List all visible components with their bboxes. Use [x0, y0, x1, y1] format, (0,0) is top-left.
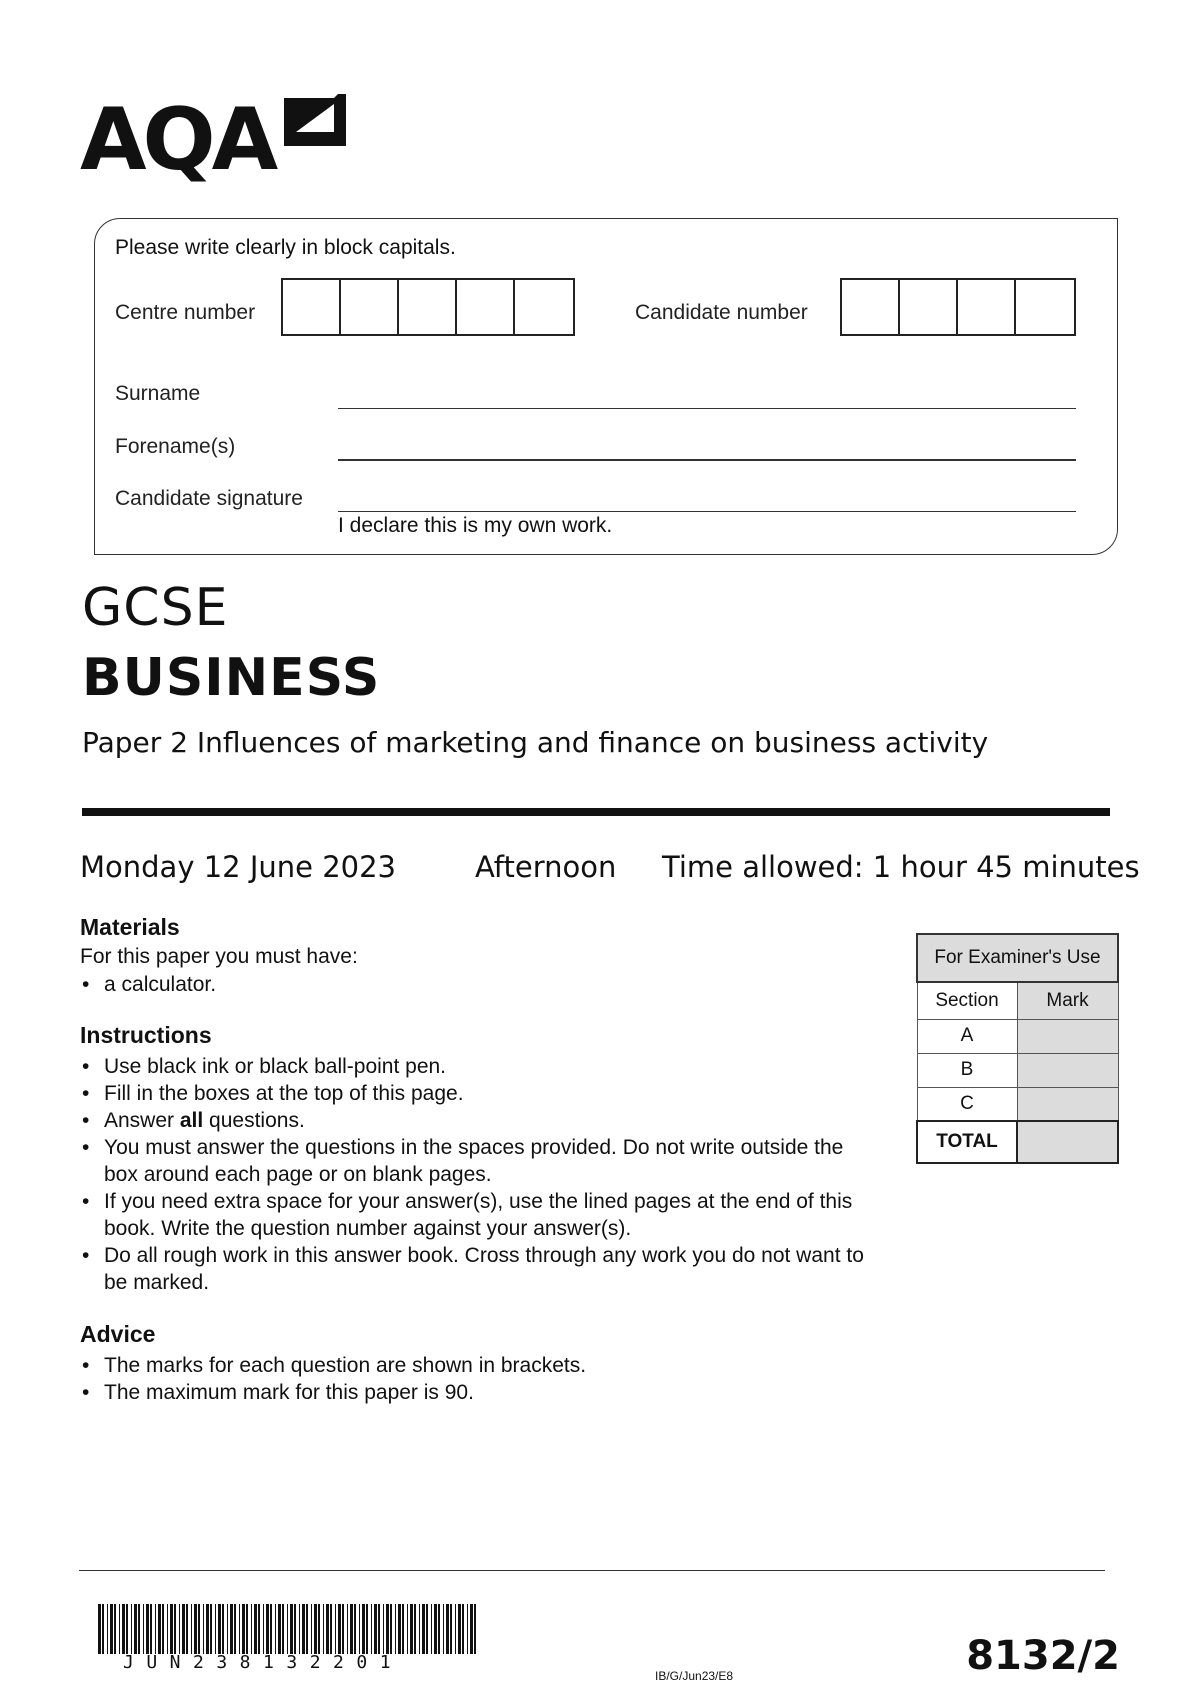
list-item: • Use black ink or black ball-point pen. — [80, 1053, 870, 1080]
section-label: C — [917, 1087, 1017, 1121]
list-item: • Do all rough work in this answer book. Cross through any work you do not want to be marked. — [80, 1242, 870, 1296]
document-reference: IB/G/Jun23/E8 — [655, 1669, 734, 1683]
materials-heading: Materials — [80, 914, 180, 940]
centre-number-digit-box[interactable] — [457, 280, 515, 334]
barcode-icon — [96, 1604, 482, 1654]
forenames-label: Forename(s) — [115, 435, 236, 458]
total-mark-cell — [1017, 1121, 1118, 1163]
candidate-number-label: Candidate number — [635, 301, 808, 324]
materials-intro: For this paper you must have: — [80, 945, 358, 968]
forenames-field[interactable] — [338, 459, 1076, 461]
subject-title: BUSINESS — [82, 648, 381, 708]
list-item: • You must answer the questions in the spaces provided. Do not write outside the box around each page or on blank pages. — [80, 1134, 870, 1188]
exam-date: Monday 12 June 2023 — [80, 850, 396, 884]
centre-number-digit-box[interactable] — [515, 280, 573, 334]
logo-text: AQA — [80, 90, 275, 190]
candidate-number-digit-box[interactable] — [842, 280, 900, 334]
mark-cell — [1017, 1019, 1118, 1053]
centre-number-digit-box[interactable] — [283, 280, 341, 334]
instructions-heading: Instructions — [80, 1022, 212, 1048]
list-item: • Fill in the boxes at the top of this page. — [80, 1080, 870, 1107]
advice-list — [80, 1352, 870, 1406]
list-item: • The maximum mark for this paper is 90. — [80, 1379, 870, 1406]
mark-cell — [1017, 1087, 1118, 1121]
table-row — [917, 1121, 1118, 1163]
table-row — [917, 1087, 1118, 1121]
candidate-number-digit-box[interactable] — [900, 280, 958, 334]
signature-label: Candidate signature — [115, 487, 303, 510]
section-column-header: Section — [917, 982, 1017, 1019]
time-allowed: Time allowed: 1 hour 45 minutes — [662, 850, 1140, 884]
surname-label: Surname — [115, 382, 201, 405]
list-item: • The marks for each question are shown in brackets. — [80, 1352, 870, 1379]
section-label: A — [917, 1019, 1017, 1053]
paper-code: 8132/2 — [966, 1633, 1120, 1679]
declaration-text: I declare this is my own work. — [338, 514, 613, 537]
aqa-logo — [80, 90, 350, 190]
examiner-table-title: For Examiner's Use — [917, 934, 1118, 982]
table-row — [917, 1019, 1118, 1053]
list-item: • Answer all questions. — [80, 1107, 870, 1134]
list-item: • a calculator. — [80, 971, 870, 998]
section-label: B — [917, 1053, 1017, 1087]
centre-number-digit-box[interactable] — [399, 280, 457, 334]
centre-number-boxes — [281, 278, 575, 336]
instructions-list — [80, 1053, 870, 1296]
block-capitals-instruction: Please write clearly in block capitals. — [115, 236, 456, 259]
candidate-number-boxes — [840, 278, 1076, 336]
signature-field[interactable] — [338, 511, 1076, 512]
qualification-title: GCSE — [82, 578, 229, 638]
candidate-number-digit-box[interactable] — [1016, 280, 1074, 334]
mark-column-header: Mark — [1017, 982, 1118, 1019]
materials-list — [80, 971, 870, 998]
table-row — [917, 1053, 1118, 1087]
total-label: TOTAL — [917, 1121, 1017, 1163]
barcode-text: JUN238132201 — [123, 1652, 404, 1673]
list-item: • If you need extra space for your answer(s), use the lined pages at the end of this book. Write the question number against your answer(s). — [80, 1188, 870, 1242]
advice-heading: Advice — [80, 1321, 156, 1347]
centre-number-digit-box[interactable] — [341, 280, 399, 334]
candidate-number-digit-box[interactable] — [958, 280, 1016, 334]
footer-divider — [79, 1570, 1105, 1571]
title-divider — [82, 808, 1110, 816]
examiner-use-table — [916, 933, 1119, 1164]
centre-number-label: Centre number — [115, 301, 256, 324]
mark-cell — [1017, 1053, 1118, 1087]
surname-field[interactable] — [338, 408, 1076, 409]
exam-session: Afternoon — [475, 850, 617, 884]
aqa-tick-logo-icon — [282, 92, 348, 152]
paper-title: Paper 2 Influences of marketing and finance on business activity — [82, 726, 989, 759]
